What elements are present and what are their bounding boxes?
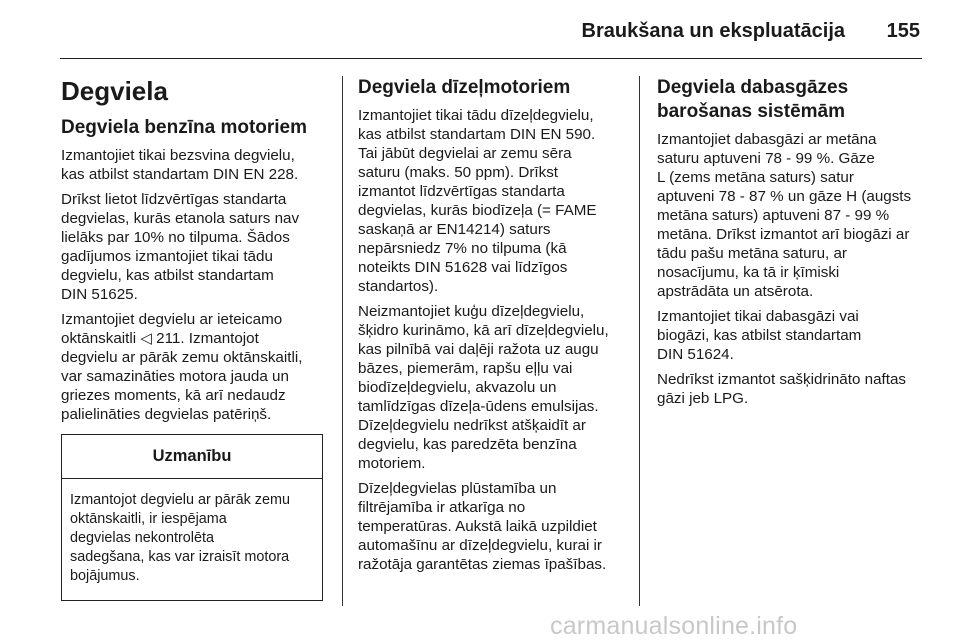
paragraph: Izmantojiet dabasgāzi ar metāna saturu aptuveni 78 - 99 %. Gāze L (zems metāna saturs) satur aptuveni 78 - 87 % un gāze H (augsts metāna saturs) aptuveni 87 - 99 % metāna. Drīkst izmantot arī biogāzi ar tādu pašu metāna saturu, ar nosacījumu, ka tā ir ķīmiski apstrādāta un atsērota. <box>657 131 912 300</box>
header-rule <box>60 58 922 59</box>
page-header <box>0 0 960 62</box>
caution-box <box>61 434 323 601</box>
paragraph: Izmantojiet tikai dabasgāzi vai biogāzi, kas atbilst standartam DIN 51624. <box>657 308 862 363</box>
column-divider <box>639 76 640 606</box>
paragraph: Drīkst lietot līdzvērtīgas standarta degvielas, kurās etanola saturs nav lielāks par 10% no tilpuma. Šādos gadījumos izmantojiet tikai tādu degvielu, kas atbilst standartam DIN 51625. <box>61 191 300 303</box>
paragraph-octane <box>61 310 326 424</box>
column-natural-gas-fuel <box>657 76 957 414</box>
paragraph: Izmantojiet tikai tādu dīzeļdegvielu, kas atbilst standartam DIN EN 590. Tai jābūt degvielai ar zemu sēra saturu (maks. 50 ppm). Drīkst izmantot līdzvērtīgas standarta degvielas, kurās biodīzeļa (= FAME saskaņā ar EN14214) saturs nepārsniedz 7% no tilpuma (kā noteikts DIN 51628 vai līdzīgos standartos). <box>358 107 597 295</box>
paragraph: Neizmantojiet kuģu dīzeļdegvielu, šķidro kurināmo, kā arī dīzeļdegvielu, kas pilnībā vai daļēji ražota uz augu bāzes, piemerām, rapšu eļļu vai biodīzeļdegvielu, akvazolu un tamlīdzīgas dīzeļa-ūdens emulsijas. Dīzeļdegvielu nedrīkst atšķaidīt ar degvielu, kas paredzēta benzīna motoriem. <box>358 303 609 472</box>
page-reference-icon: ◁ <box>140 330 152 347</box>
paragraph: Dīzeļdegvielas plūstamība un filtrējamība ir atkarīga no temperatūras. Aukstā laikā uzpildiet automašīnu ar dīzeļdegvielu, kurai ir ražotāja garantētas ziemas īpašības. <box>358 480 607 573</box>
paragraph: Nedrīkst izmantot sašķidrināto naftas gāzi jeb LPG. <box>657 371 907 407</box>
column-petrol-fuel <box>61 76 326 601</box>
subsection-title-petrol: Degviela benzīna motoriem <box>61 117 308 138</box>
column-diesel-fuel <box>358 76 630 580</box>
page-number: 155 <box>886 20 920 42</box>
text: Izmantojiet degvielu ar ieteicamo oktānskaitli <box>61 311 283 347</box>
watermark: carmanualsonline.info <box>550 612 798 640</box>
caution-title: Uzmanību <box>62 435 322 479</box>
text: 211. Izmantojot degvielu ar pārāk zemu oktānskaitli, var samazināties motora jauda un griezes moments, kā arī nedaudz palielināties degvielas patēriņš. <box>61 330 303 423</box>
section-title: Degviela <box>61 76 168 106</box>
caution-body: Izmantojot degvielu ar pārāk zemu oktānskaitli, ir iespējama degvielas nekontrolēta sadegšana, kas var izraisīt motora bojājumus. <box>70 492 290 584</box>
subsection-title-diesel: Degviela dīzeļmotoriem <box>358 77 571 98</box>
subsection-title-natural-gas: Degviela dabasgāzes barošanas sistēmām <box>657 77 849 122</box>
paragraph: Izmantojiet tikai bezsvina degvielu, kas atbilst standartam DIN EN 228. <box>61 147 299 183</box>
header-title: Braukšana un ekspluatācija <box>581 20 845 42</box>
column-divider <box>342 76 343 606</box>
